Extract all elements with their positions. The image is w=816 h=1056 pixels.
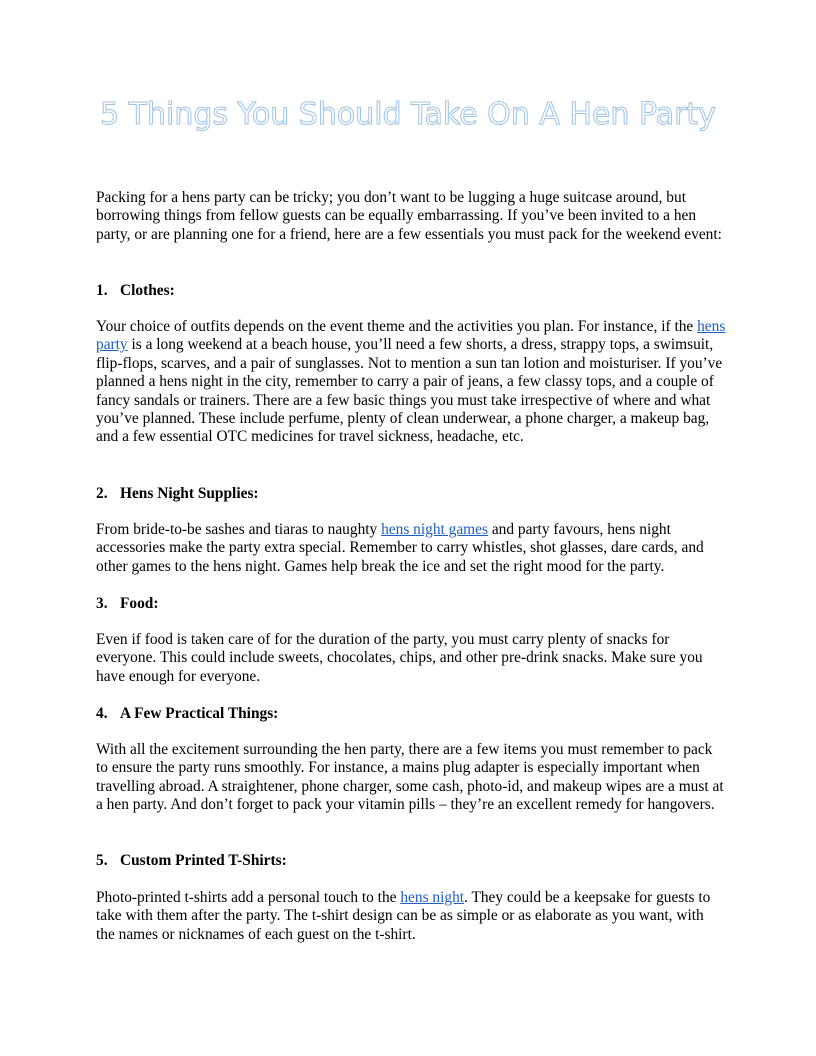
- section-heading-practical-things: [96, 705, 720, 723]
- clothes-paragraph: [96, 318, 726, 447]
- section-heading-text: Hens Night Supplies:: [120, 485, 259, 502]
- paragraph-text: Photo-printed t-shirts add a personal touch to the: [96, 889, 401, 906]
- practical-things-paragraph: With all the excitement surrounding the hen party, there are a few items you must remember to pack to ensure the party runs smoothly. For instance, a mains plug adapter is especially important when travelling abroad. A straightener, phone charger, some cash, photo-id, and makeup wipes are a must at a hen party. And don’t forget to pack your vitamin pills – they’re an excellent remedy for hangovers.: [96, 741, 724, 814]
- section-heading-text: Food:: [120, 595, 159, 612]
- section-number: 5.: [96, 852, 108, 869]
- section-heading-clothes: [96, 282, 720, 300]
- food-paragraph: Even if food is taken care of for the duration of the party, you must carry plenty of snacks for everyone. This could include sweets, chocolates, chips, and other pre-drink snacks. Make sure you have enough for everyone.: [96, 631, 703, 685]
- hens-party-link[interactable]: hens party: [96, 318, 726, 354]
- hens-night-link[interactable]: hens night: [400, 889, 465, 906]
- paragraph-text: is a long weekend at a beach house, you’ll need a few shorts, a dress, strappy tops, a swimsuit, flip-flops, scarves, and a pair of sunglasses. Not to mention a sun tan lotion and moisturiser. If you’ve planned a hens night in the city, remember to carry a pair of jeans, a few classy tops, and a couple of fancy sandals or trainers. There are a few basic things you must take irrespective of where and what you’ve planned. These include perfume, plenty of clean underwear, a phone charger, a makeup bag, and a few essential OTC medicines for travel sickness, headache, etc.: [96, 336, 723, 446]
- paragraph-text: . They could be a keepsake for guests to take with them after the party. The t-shirt design can be as simple or as elaborate as you want, with the names or nicknames of each guest on the t-shirt.: [96, 889, 711, 943]
- section-number: 4.: [96, 705, 108, 722]
- section-heading-hens-night-supplies: [96, 485, 720, 503]
- section-heading-custom-tshirts: [96, 852, 720, 870]
- section-heading-text: Custom Printed T-Shirts:: [120, 852, 287, 869]
- section-heading-food: [96, 595, 720, 613]
- paragraph-text: From bride-to-be sashes and tiaras to naughty: [96, 521, 382, 538]
- section-number: 1.: [96, 282, 108, 299]
- paragraph-text: and party favours, hens night accessories make the party extra special. Remember to carry whistles, shot glasses, dare cards, and other games to the hens night. Games help break the ice and set the right mood for the party.: [96, 521, 704, 575]
- section-number: 3.: [96, 595, 108, 612]
- section-number: 2.: [96, 485, 108, 502]
- intro-paragraph: Packing for a hens party can be tricky; you don’t want to be lugging a huge suitcase around, but borrowing things from fellow guests can be equally embarrassing. If you’ve been invited to a hen party, or are planning one for a friend, here are a few essentials you must pack for the weekend event:: [96, 189, 722, 243]
- hens-night-games-link[interactable]: hens night games: [381, 521, 488, 538]
- tshirts-paragraph: [96, 889, 726, 944]
- supplies-paragraph: [96, 521, 726, 576]
- document-title: 5 Things You Should Take On A Hen Party: [100, 97, 716, 132]
- section-heading-text: Clothes:: [120, 282, 175, 299]
- paragraph-text: Your choice of outfits depends on the event theme and the activities you plan. For instance, if the: [96, 318, 698, 335]
- section-heading-text: A Few Practical Things:: [120, 705, 279, 722]
